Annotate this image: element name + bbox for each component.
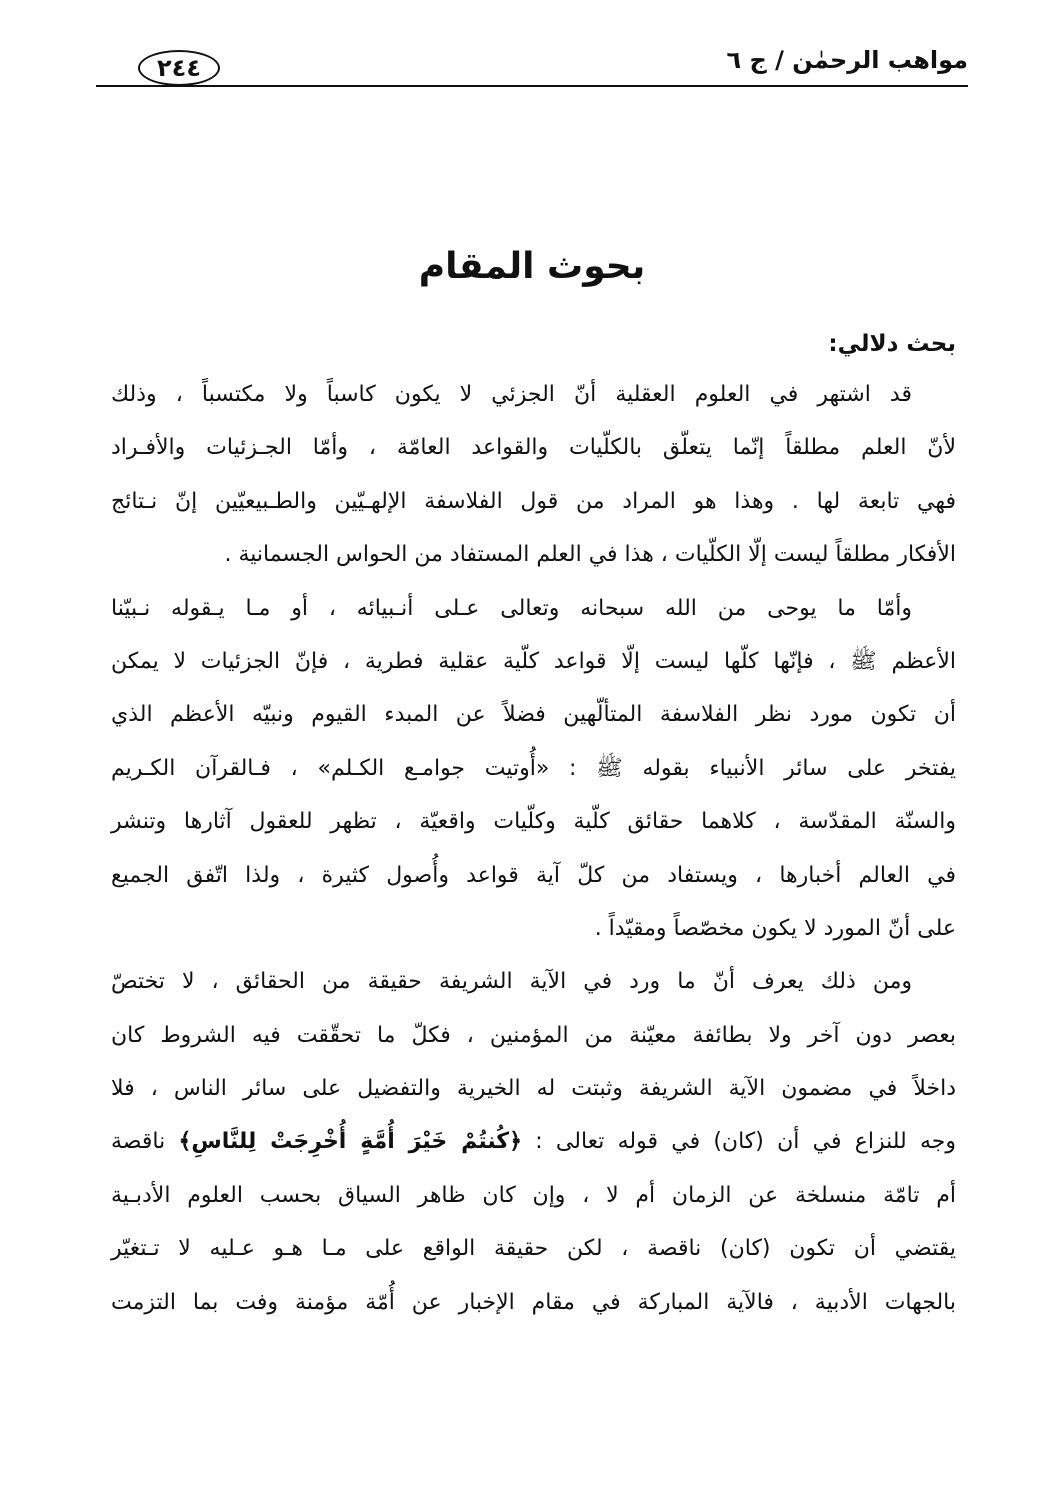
body-text: [111, 368, 956, 1329]
text-line: والسنّة المقدّسة ، كلاهما حقائق كلّية وكلّيات واقعيّة ، تظهر للعقول آثارها وتنشر: [111, 809, 956, 835]
header-rule: [96, 85, 968, 87]
text-line: يفتخر على سائر الأنبياء بقوله ﷺ : «أُوتيت جوامـع الكـلم» ، فـالقرآن الكـريم: [111, 755, 956, 781]
verse-line-after: ناقصة: [111, 1129, 179, 1155]
running-header: [96, 44, 968, 94]
text-line: ومن ذلك يعرف أنّ ما ورد في الآية الشريفة حقيقة من الحقائق ، لا تختصّ: [111, 969, 912, 995]
section-title: بحوث المقام: [418, 246, 646, 287]
verse-line-before: وجه للنزاع في أن (كان) في قوله تعالى :: [522, 1129, 956, 1155]
text-line: بعصر دون آخر ولا بطائفة معيّنة من المؤمنين ، فكلّ ما تحقّقت فيه الشروط كان: [111, 1022, 956, 1048]
text-line: في العالم أخبارها ، ويستفاد من كلّ آية قواعد وأُصول كثيرة ، ولذا اتّفق الجميع: [111, 862, 956, 888]
verse-line: [111, 1115, 956, 1168]
text-line: لأنّ العلم مطلقاً إنّما يتعلّق بالكلّيات والقواعد العامّة ، وأمّا الجـزئيات والأفـراد: [111, 435, 956, 461]
text-line: أن تكون مورد نظر الفلاسفة المتألّهين فضلاً عن المبدء القيوم ونبيّه الأعظم الذي: [111, 702, 956, 728]
paragraph-1: [111, 368, 956, 582]
text-line: يقتضي أن تكون (كان) ناقصة ، لكن حقيقة الواقع على مـا هـو عـليه لا تـتغيّر: [111, 1236, 956, 1262]
text-line: فهي تابعة لها . وهذا هو المراد من قول الفلاسفة الإلهـيّين والطـبيعيّين إنّ نـتائج: [111, 488, 956, 514]
book-title: مواهب الرحمٰن / ج ٦: [726, 46, 968, 74]
text-line: وأمّا ما يوحى من الله سبحانه وتعالى عـلى أنـبيائه ، أو مـا يـقوله نـبيّنا: [111, 595, 912, 621]
paragraph-3: [111, 955, 956, 1329]
text-line: أم تامّة منسلخة عن الزمان أم لا ، وإن كان ظاهر السياق بحسب العلوم الأدبـية: [111, 1182, 956, 1208]
page-number: ٢٤٤: [138, 50, 220, 86]
subheading: بحث دلالي:: [828, 331, 956, 357]
quran-verse: ﴿كُنتُمْ خَيْرَ أُمَّةٍ أُخْرِجَتْ لِلنَّاسِ﴾: [178, 1129, 522, 1155]
text-line: على أنّ المورد لا يكون مخصّصاً ومقيّداً .: [594, 915, 956, 941]
paragraph-2: [111, 582, 956, 956]
text-line: الأعظم ﷺ ، فإنّها كلّها ليست إلّا قواعد كلّية عقلية فطرية ، فإنّ الجزئيات لا يمكن: [111, 648, 956, 674]
text-line: داخلاً في مضمون الآية الشريفة وثبتت له الخيرية والتفضيل على سائر الناس ، فلا: [111, 1076, 956, 1102]
text-line: قد اشتهر في العلوم العقلية أنّ الجزئي لا يكون كاسباً ولا مكتسباً ، وذلك: [111, 382, 912, 407]
text-line: الأفكار مطلقاً ليست إلّا الكلّيات ، هذا في العلم المستفاد من الحواس الجسمانية .: [224, 542, 956, 568]
text-line: بالجهات الأدبية ، فالآية المباركة في مقام الإخبار عن أُمّة مؤمنة وفت بما التزمت: [111, 1289, 956, 1315]
